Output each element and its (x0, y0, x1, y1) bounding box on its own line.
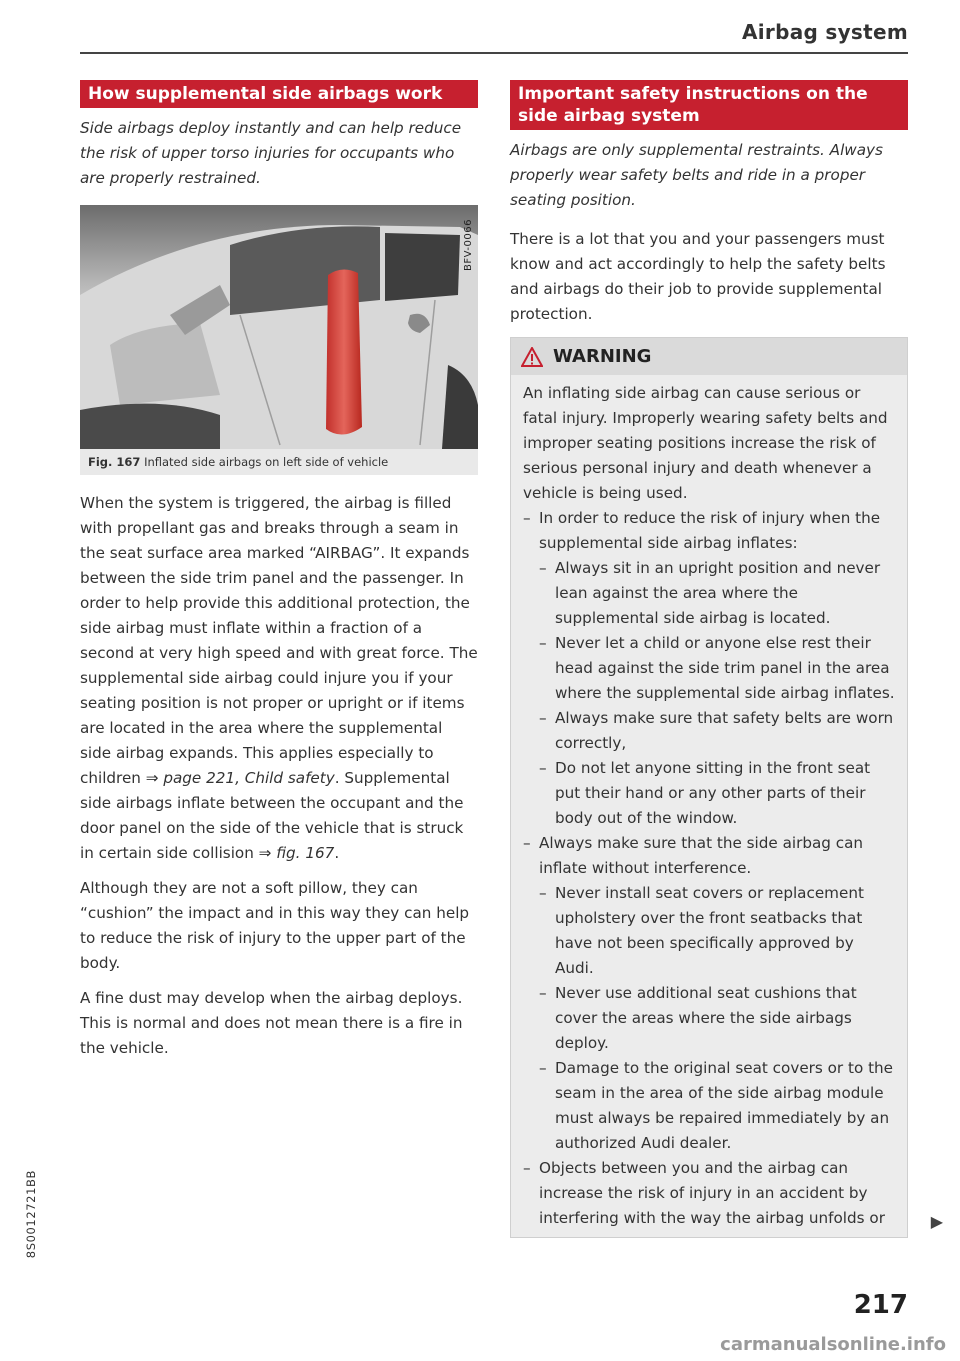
running-title: Airbag system (742, 20, 908, 44)
side-airbag (326, 269, 362, 434)
list-item: – Always make sure that the side airbag can inflate without interference. – Never install seat covers or replacement upholstery over the front seatbacks that have not been specifically approved by Audi. – Never use additional seat cushions that cover the areas where the side airbags deploy. – Damage to the original seat covers or to the seam in the area of the side airbag module must always be repaired immediately by an authorized Audi dealer. (523, 831, 895, 1156)
list-item: – Damage to the original seat covers or to the seam in the area of the side airbag module must always be repaired immediately by an authorized Audi dealer. (539, 1059, 894, 1152)
caption-text: Inflated side airbags on left side of vehicle (144, 455, 389, 469)
list-item: – Always make sure that safety belts are worn correctly, (539, 709, 894, 752)
warning-intro: An inflating side airbag can cause serious or fatal injury. Improperly wearing safety belts and improper seating positions increase the risk of serious personal injury and death whenever a vehicle is being used. (523, 384, 888, 502)
right-paragraph-1: There is a lot that you and your passengers must know and act accordingly to help the safety belts and airbags do their job to provide supplemental protection. (510, 230, 886, 323)
list-item: – Never use additional seat cushions that cover the areas where the side airbags deploy. (539, 984, 857, 1052)
para1-part-b: . Supplemental side airbags inflate between the occupant and the door panel on the side of the vehicle that is struck in certain side collision (80, 769, 464, 862)
list-item: – Objects between you and the airbag can increase the risk of injury in an accident by interfering with the way the airbag unfolds or (523, 1159, 885, 1227)
page-number: 217 (853, 1290, 908, 1320)
figure-caption (80, 449, 478, 475)
left-paragraph-3: A fine dust may develop when the airbag deploys. This is normal and does not mean there is a fire in the vehicle. (80, 989, 463, 1057)
car-illustration (80, 205, 478, 449)
list-item: – Do not let anyone sitting in the front seat put their hand or any other parts of their body out of the window. (539, 759, 871, 827)
list-item: – Always sit in an upright position and never lean against the area where the supplemental side airbag is located. (539, 559, 881, 627)
list-item: – In order to reduce the risk of injury when the supplemental side airbag inflates: – Always sit in an upright position and never lean against the area where the supplemental side airbag is located. – Never let a child or anyone else rest their head against the side trim panel in the area where the supplemental side airbag inflates. – Always make sure that safety belts are worn correctly, – Do not let anyone sitting in the front seat put their hand or any other parts of their body out of the window. (523, 506, 895, 831)
fig-167-link[interactable]: ⇒ fig. 167 (258, 844, 335, 862)
lead-left: Side airbags deploy instantly and can help reduce the risk of upper torso injuries for occupants who are properly restrained. (80, 119, 462, 187)
left-column (80, 80, 478, 1071)
right-column (510, 80, 943, 1238)
warning-body (511, 375, 907, 1237)
warning-box (510, 337, 943, 1238)
warning-triangle-icon (521, 347, 543, 367)
warning-title: WARNING (553, 346, 652, 367)
para1-part-c: . (334, 844, 340, 862)
rear-window (385, 233, 460, 301)
section-heading-left: How supplemental side airbags work (80, 80, 478, 108)
document-code: 8S0012721BB (24, 1170, 38, 1259)
warning-header (511, 338, 907, 375)
figure-code: BFV-0066 (463, 219, 474, 271)
list-item: – Never let a child or anyone else rest their head against the side trim panel in the area where the supplemental side airbag inflates. (539, 634, 895, 702)
sub-list (539, 881, 895, 1156)
left-paragraph-1 (80, 491, 478, 866)
watermark: carmanualsonline.info (720, 1334, 946, 1355)
child-safety-link[interactable]: ⇒ page 221, Child safety (145, 769, 335, 787)
caption-label: Fig. 167 (88, 455, 141, 469)
list-item: – Never install seat covers or replacement upholstery over the front seatbacks that have not been specifically approved by Audi. (539, 884, 864, 977)
lead-right: Airbags are only supplemental restraints. Always properly wear safety belts and ride in a proper seating position. (510, 141, 883, 209)
sub-list (539, 556, 895, 831)
section-heading-right: Important safety instructions on the side airbag system (510, 80, 908, 130)
warning-list (523, 506, 895, 1231)
figure-167 (80, 205, 478, 449)
header-rule (80, 52, 908, 54)
front-wheel (80, 404, 220, 449)
para1-part-a: When the system is triggered, the airbag is filled with propellant gas and breaks through a seam in the seat surface area marked “AIRBAG”. It expands between the side trim panel and the passenger. In order to help provide this additional protection, the side airbag must inflate within a fraction of a second at very high speed and with great force. The supplemental side airbag could injure you if your seating position is not proper or upright or if items are located in the area where the supplemental side airbag expands. This applies especially to children (80, 494, 478, 787)
continue-arrow-icon[interactable]: ▶ (930, 1212, 943, 1231)
left-paragraph-2: Although they are not a soft pillow, they can “cushion” the impact and in this way they can help to reduce the risk of injury to the upper part of the body. (80, 879, 470, 972)
